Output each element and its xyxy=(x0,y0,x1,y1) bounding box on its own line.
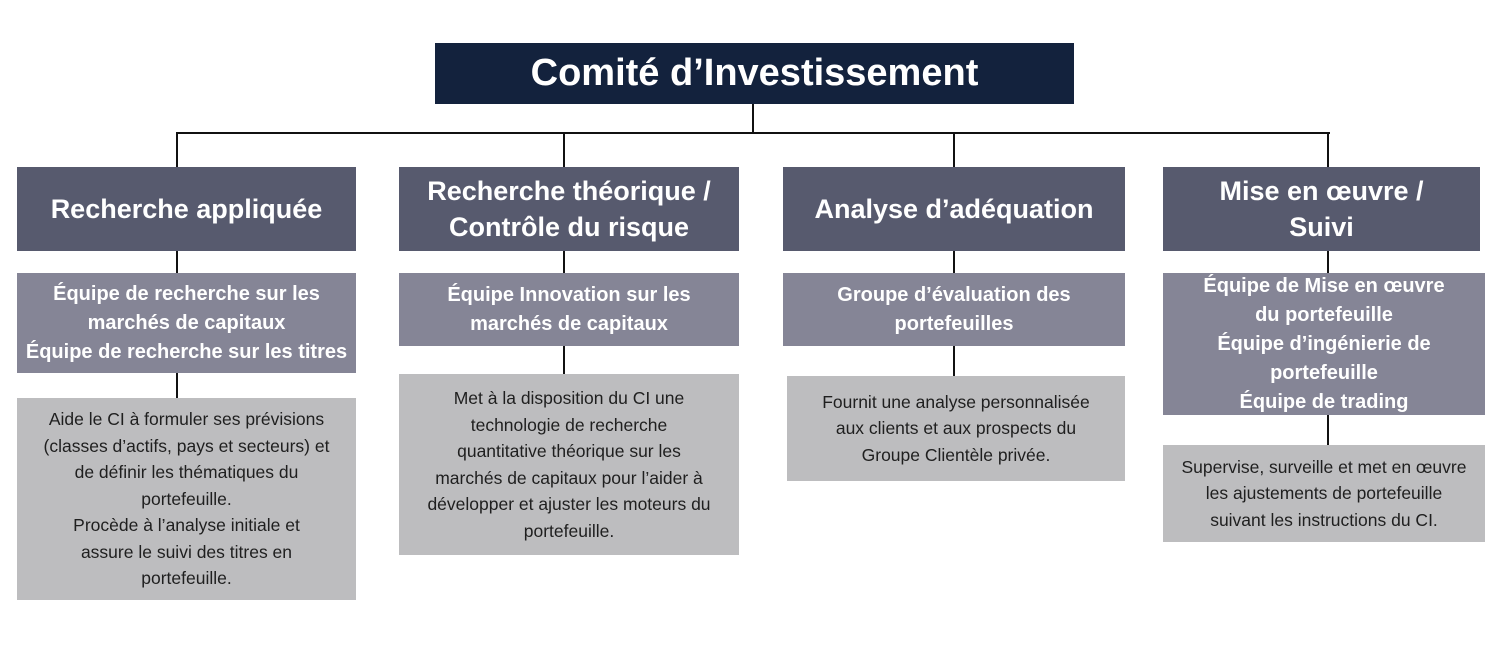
connector-col1-team-desc xyxy=(176,373,178,398)
connector-horizontal-bus xyxy=(176,132,1330,134)
connector-col1-drop xyxy=(176,132,178,168)
desc-text: Fournit une analyse personnalisée aux clients et aux prospects du Groupe Clientèle privée. xyxy=(822,391,1090,465)
dept-box-theoretical-research xyxy=(399,167,739,251)
desc-text: Aide le CI à formuler ses prévisions (classes d’actifs, pays et secteurs) et de définir les thématiques du portefeuille. Procède à l’analyse initiale et assure le suivi des titres en portefeuille. xyxy=(43,409,330,589)
team-text: Groupe d’évaluation des portefeuilles xyxy=(837,283,1071,335)
dept-title: Recherche appliquée xyxy=(50,194,323,224)
connector-col2-team-desc xyxy=(563,346,565,374)
connector-col1-dept-team xyxy=(176,251,178,273)
team-text: Équipe de recherche sur les marchés de capitaux Équipe de recherche sur les titres xyxy=(25,282,348,363)
connector-col2-dept-team xyxy=(563,251,565,273)
connector-col2-drop xyxy=(563,132,565,168)
dept-title: Mise en œuvre / Suivi xyxy=(1219,176,1424,242)
connector-col3-dept-team xyxy=(953,251,955,273)
desc-box-applied-research xyxy=(17,398,356,600)
team-box-suitability-analysis xyxy=(783,273,1125,346)
connector-col3-team-desc xyxy=(953,346,955,376)
desc-text: Met à la disposition du CI une technologie de recherche quantitative théorique sur les marchés de capitaux pour l’aider à développer et ajuster les moteurs du portefeuille. xyxy=(427,388,711,541)
desc-box-implementation xyxy=(1163,445,1485,542)
desc-box-theoretical-research xyxy=(399,374,739,555)
connector-root-down xyxy=(752,104,754,134)
connector-col4-team-desc xyxy=(1327,415,1329,445)
team-box-theoretical-research xyxy=(399,273,739,346)
connector-col4-dept-team xyxy=(1327,251,1329,273)
dept-box-suitability-analysis xyxy=(783,167,1125,251)
team-text: Équipe Innovation sur les marchés de capitaux xyxy=(447,283,691,335)
dept-box-implementation xyxy=(1163,167,1480,251)
dept-box-applied-research xyxy=(17,167,356,251)
investment-committee-box xyxy=(435,43,1074,104)
investment-committee-title: Comité d’Investissement xyxy=(530,52,979,94)
desc-text: Supervise, surveille et met en œuvre les ajustements de portefeuille suivant les instructions du CI. xyxy=(1181,456,1467,530)
team-text: Équipe de Mise en œuvre du portefeuille Équipe d’ingénierie de portefeuille Équipe de trading xyxy=(1203,274,1445,413)
connector-col3-drop xyxy=(953,132,955,168)
team-box-implementation xyxy=(1163,273,1485,415)
team-box-applied-research xyxy=(17,273,356,373)
dept-title: Recherche théorique / Contrôle du risque xyxy=(427,176,711,242)
connector-col4-drop xyxy=(1327,132,1329,168)
dept-title: Analyse d’adéquation xyxy=(814,194,1094,224)
desc-box-suitability-analysis xyxy=(787,376,1125,481)
